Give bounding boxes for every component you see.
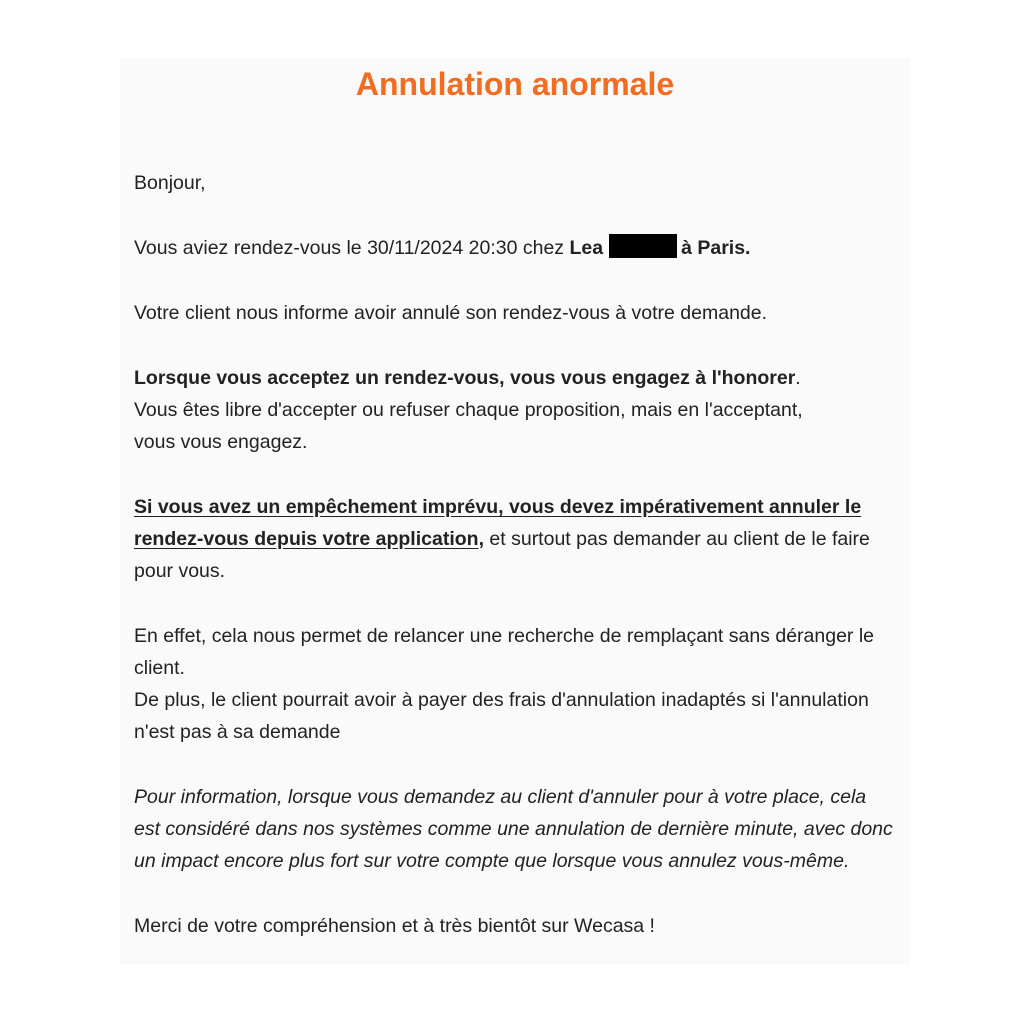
email-title: Annulation anormale xyxy=(355,66,675,102)
email-body xyxy=(120,58,910,964)
effet-line-2: De plus, le client pourrait avoir à payer des frais d'annulation inadaptés si l'annulation n'est pas à sa demande xyxy=(134,689,869,743)
greeting: Bonjour, xyxy=(134,172,206,194)
commitment-paragraph xyxy=(134,362,896,458)
commitment-bold: Lorsque vous acceptez un rendez-vous, vous vous engagez à l'honorer xyxy=(134,367,796,389)
cancel-rule-paragraph xyxy=(134,491,896,587)
commitment-line-3: vous vous engagez. xyxy=(134,431,308,453)
appointment-paragraph xyxy=(134,232,896,264)
cancel-rule-comma: , xyxy=(478,528,484,550)
closing-line: Merci de votre compréhension et à très bientôt sur Wecasa ! xyxy=(134,915,655,937)
effet-line-1: En effet, cela nous permet de relancer une recherche de remplaçant sans déranger le client. xyxy=(134,625,875,679)
appointment-city: à Paris. xyxy=(681,237,751,259)
effet-paragraph xyxy=(134,620,896,748)
commitment-line-2: Vous êtes libre d'accepter ou refuser chaque proposition, mais en l'acceptant, xyxy=(134,399,803,421)
commitment-dot: . xyxy=(795,367,801,389)
note-paragraph: Pour information, lorsque vous demandez au client d'annuler pour à votre place, cela est considéré dans nos systèmes comme une annulation de dernière minute, avec donc un impact encore plus fort sur votre compte que lorsque vous annulez vous-même. xyxy=(134,786,893,872)
appointment-datetime: 30/11/2024 20:30 xyxy=(367,237,518,259)
provider-first-name: Lea xyxy=(569,237,604,259)
cancel-rule-emphasis: Si vous avez un empêchement imprévu, vous devez impérativement annuler le rendez-vous depuis votre application xyxy=(134,496,862,550)
cancel-rule-rest: et surtout pas demander au client de le faire pour vous. xyxy=(134,528,870,582)
appointment-prefix: Vous aviez rendez-vous le xyxy=(134,237,368,259)
redacted-block xyxy=(609,234,677,258)
appointment-mid: chez xyxy=(517,237,570,259)
client-info-paragraph: Votre client nous informe avoir annulé son rendez-vous à votre demande. xyxy=(134,302,768,324)
commitment-line-1 xyxy=(134,362,896,394)
